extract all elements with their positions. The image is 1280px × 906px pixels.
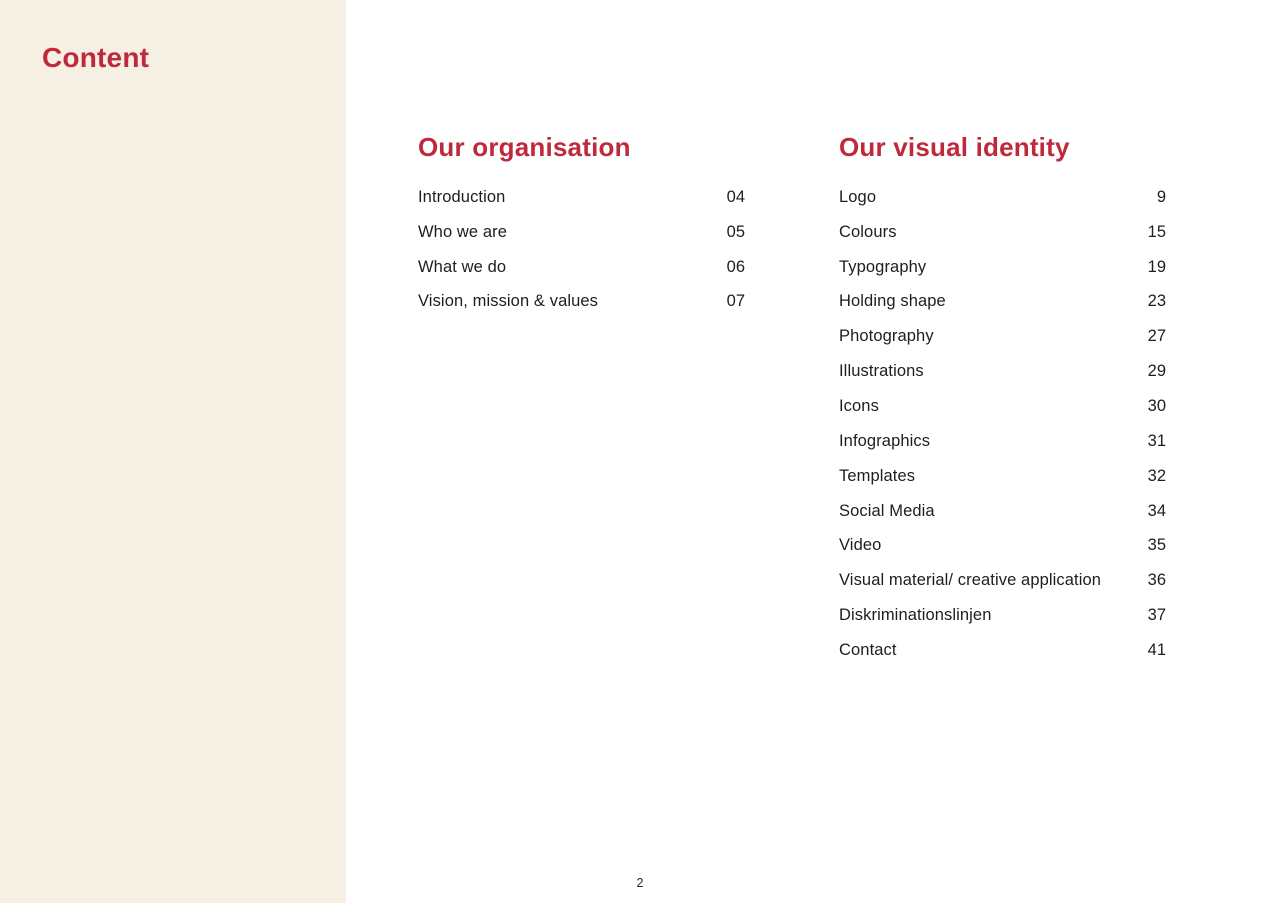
toc-entry-page: 27 [1147,327,1166,346]
toc-row [839,389,1166,424]
sidebar-panel [0,0,346,903]
footer-page-number: 2 [636,876,644,890]
toc-entry-page: 15 [1147,222,1166,241]
toc-list [839,180,1166,668]
toc-entry-label: Diskriminationslinjen [839,606,992,625]
toc-entry-page: 31 [1147,431,1166,450]
toc-row [839,633,1166,668]
toc-entry-label: Photography [839,327,934,346]
toc-row [418,215,745,250]
toc-entry-label: Logo [839,187,877,206]
toc-entry-label: Infographics [839,431,931,450]
toc-row [839,250,1166,285]
toc-entry-page: 35 [1147,536,1166,555]
toc-section-organisation [418,133,745,319]
toc-entry-page: 36 [1147,571,1166,590]
toc-entry-label: Vision, mission & values [418,292,599,311]
toc-row [839,319,1166,354]
toc-entry-label: What we do [418,257,507,276]
toc-entry-label: Icons [839,396,879,415]
toc-entry-page: 34 [1147,501,1166,520]
toc-entry-label: Video [839,536,882,555]
toc-entry-label: Templates [839,466,916,485]
toc-entry-page: 41 [1147,640,1166,659]
toc-entry-label: Visual material/ creative application [839,571,1102,590]
toc-row [418,250,745,285]
toc-entry-page: 37 [1147,606,1166,625]
toc-row [839,215,1166,250]
toc-row [839,563,1166,598]
toc-row [418,285,745,320]
toc-entry-page: 32 [1147,466,1166,485]
toc-entry-page: 23 [1147,292,1166,311]
toc-entry-label: Typography [839,257,927,276]
toc-row [839,285,1166,320]
toc-entry-label: Social Media [839,501,935,520]
toc-row [839,528,1166,563]
toc-entry-page: 9 [1156,187,1166,206]
toc-entry-page: 05 [726,222,745,241]
toc-row [839,354,1166,389]
toc-entry-page: 06 [726,257,745,276]
toc-entry-label: Colours [839,222,897,241]
toc-entry-page: 29 [1147,362,1166,381]
page-title: Content [42,42,150,73]
toc-row [839,494,1166,529]
toc-row [839,598,1166,633]
section-heading: Our visual identity [839,132,1070,162]
toc-row [418,180,745,215]
toc-entry-label: Who we are [418,222,508,241]
toc-row [839,180,1166,215]
toc-entry-page: 19 [1147,257,1166,276]
toc-entry-label: Holding shape [839,292,946,311]
toc-row [839,424,1166,459]
section-heading: Our organisation [418,132,631,162]
toc-entry-label: Illustrations [839,362,924,381]
toc-entry-page: 04 [726,187,745,206]
toc-section-visual-identity [839,133,1166,668]
toc-entry-label: Contact [839,640,897,659]
toc-entry-page: 30 [1147,396,1166,415]
toc-list [418,180,745,319]
toc-entry-page: 07 [726,292,745,311]
toc-entry-label: Introduction [418,187,506,206]
toc-row [839,459,1166,494]
